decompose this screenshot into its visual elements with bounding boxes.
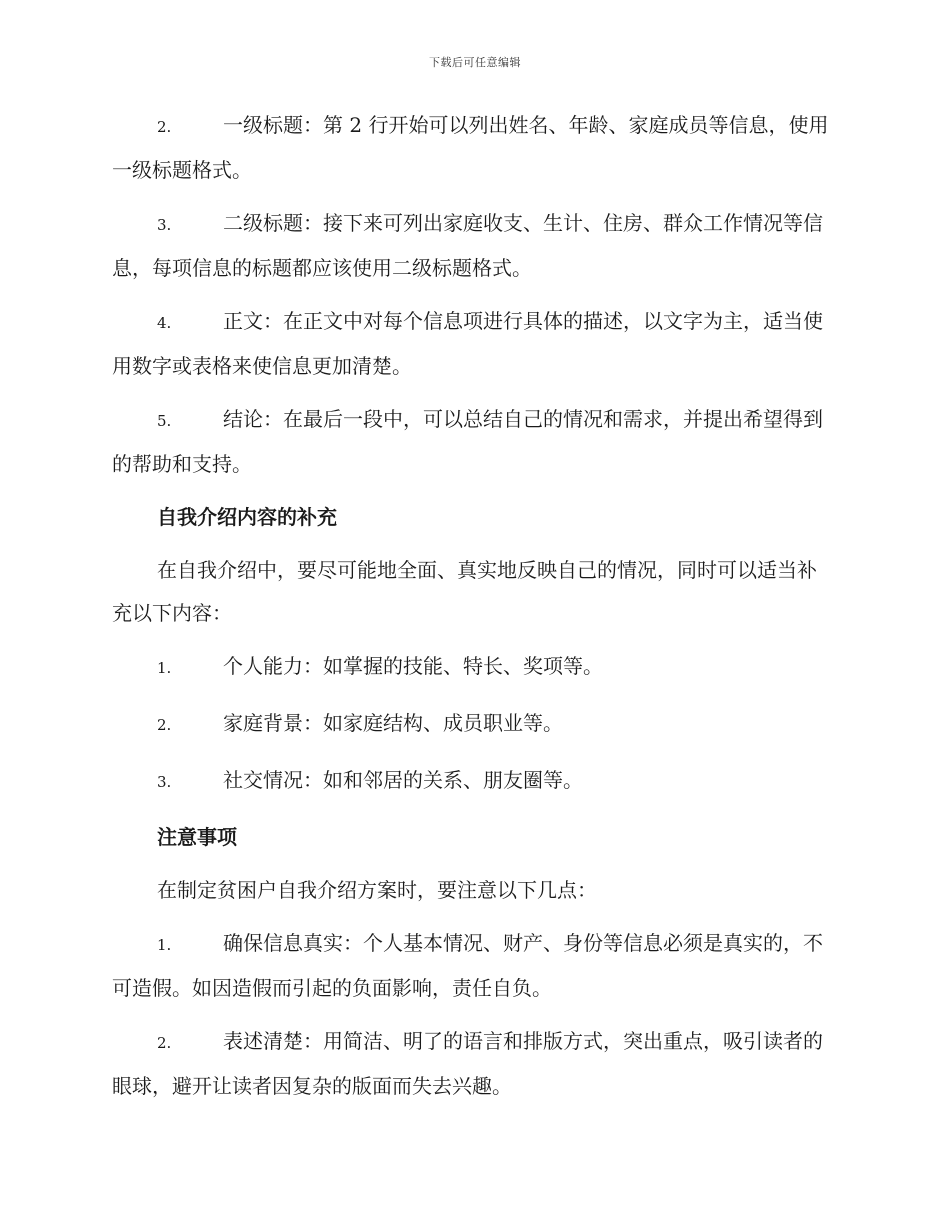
section-intro-supplement: 在自我介绍中，要尽可能地全面、真实地反映自己的情况，同时可以适当补充以下内容： bbox=[112, 558, 817, 625]
list-item bbox=[112, 759, 834, 804]
list-text: 个人能力：如掌握的技能、特长、奖项等。 bbox=[223, 654, 603, 678]
list-item bbox=[112, 202, 834, 290]
list-text: 表述清楚：用简洁、明了的语言和排版方式，突出重点，吸引读者的眼球，避开让读者因复杂的版面而失去兴趣。 bbox=[112, 1029, 823, 1098]
list-number: 3. bbox=[157, 773, 172, 791]
list-item bbox=[112, 645, 834, 690]
list-number: 3. bbox=[157, 216, 172, 234]
header-note: 下载后可任意编辑 bbox=[429, 56, 521, 69]
list-number: 2. bbox=[157, 118, 172, 136]
list-item bbox=[112, 702, 834, 747]
list-text: 一级标题：第 2 行开始可以列出姓名、年龄、家庭成员等信息，使用一级标题格式。 bbox=[112, 113, 829, 182]
list-text: 确保信息真实：个人基本情况、财产、身份等信息必须是真实的，不可造假。如因造假而引起的负面影响，责任自负。 bbox=[112, 931, 823, 1000]
section-heading-supplement: 自我介绍内容的补充 bbox=[157, 505, 337, 529]
list-number: 5. bbox=[157, 412, 172, 430]
list-number: 4. bbox=[157, 314, 172, 332]
document-body bbox=[112, 104, 834, 1118]
list-text: 家庭背景：如家庭结构、成员职业等。 bbox=[223, 711, 563, 735]
list-number: 2. bbox=[157, 716, 172, 734]
list-item bbox=[112, 922, 834, 1010]
list-item bbox=[112, 104, 834, 192]
list-item bbox=[112, 398, 834, 486]
list-item bbox=[112, 300, 834, 388]
section-intro-notes: 在制定贫困户自我介绍方案时，要注意以下几点： bbox=[157, 878, 597, 902]
list-text: 正文：在正文中对每个信息项进行具体的描述，以文字为主，适当使用数字或表格来使信息更加清楚。 bbox=[112, 309, 823, 378]
list-text: 结论：在最后一段中，可以总结自己的情况和需求，并提出希望得到的帮助和支持。 bbox=[112, 407, 823, 476]
list-number: 1. bbox=[157, 936, 172, 954]
list-text: 社交情况：如和邻居的关系、朋友圈等。 bbox=[223, 768, 583, 792]
list-item bbox=[112, 1020, 834, 1108]
section-heading-notes: 注意事项 bbox=[157, 825, 237, 849]
list-number: 2. bbox=[157, 1034, 172, 1052]
list-number: 1. bbox=[157, 659, 172, 677]
list-text: 二级标题：接下来可列出家庭收支、生计、住房、群众工作情况等信息，每项信息的标题都应该使用二级标题格式。 bbox=[112, 211, 823, 280]
